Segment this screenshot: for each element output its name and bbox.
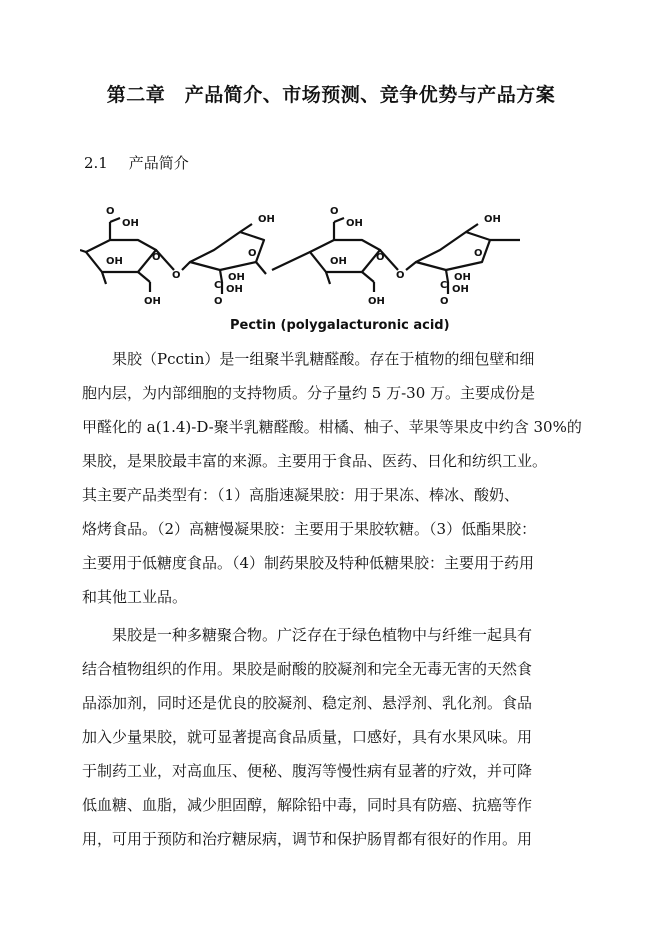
svg-text:OH: OH — [452, 284, 469, 295]
section-title: 产品简介 — [128, 154, 189, 172]
svg-text:OH: OH — [346, 218, 363, 229]
paragraph-line: 主要用于低糖度食品。（4）制药果胶及特种低糖果胶：主要用于药用 — [82, 554, 535, 572]
paragraph-line: 胞内层，为内部细胞的支持物质。分子量约 5 万-30 万。主要成份是 — [82, 384, 536, 402]
paragraph-line: 果胶（Pcctin）是一组聚半乳糖醛酸。存在于植物的细包壁和细 — [82, 350, 535, 368]
svg-text:O: O — [440, 296, 449, 307]
chapter-title: 第二章 产品简介、市场预测、竞争优势与产品方案 — [106, 84, 556, 106]
pectin-structure-figure — [80, 202, 520, 336]
section-heading — [84, 152, 189, 173]
paragraph-line: 用，可用于预防和治疗糖尿病，调节和保护肠胃都有很好的作用。用 — [82, 830, 533, 848]
paragraph-line: 其主要产品类型有：（1）高脂速凝果胶：用于果冻、棒冰、酸奶、 — [82, 486, 520, 504]
paragraph-line: 结合植物组织的作用。果胶是耐酸的胶凝剂和完全无毒无害的天然食 — [82, 660, 533, 678]
svg-text:OH: OH — [330, 256, 347, 267]
section-number: 2.1 — [84, 154, 108, 172]
pectin-structure-diagram — [80, 202, 520, 336]
svg-text:O: O — [396, 270, 405, 281]
paragraph-line: 果胶，是果胶最丰富的来源。主要用于食品、医药、日化和纺织工业。 — [82, 452, 548, 470]
svg-text:OH: OH — [122, 218, 139, 229]
paragraph-line: 和其他工业品。 — [82, 588, 188, 606]
svg-text:C: C — [440, 280, 448, 291]
figure-caption: Pectin (polygalacturonic acid) — [230, 318, 450, 333]
paragraph-uses — [82, 618, 622, 856]
paragraph-line: 烙烤食品。（2）高糖慢凝果胶：主要用于果胶软糖。（3）低酯果胶： — [82, 520, 537, 538]
svg-text:OH: OH — [228, 272, 245, 283]
svg-text:O: O — [376, 252, 385, 263]
svg-text:O: O — [248, 248, 257, 259]
svg-text:OH: OH — [368, 296, 385, 307]
svg-text:OH: OH — [106, 256, 123, 267]
svg-text:OH: OH — [484, 214, 501, 225]
paragraph-line: 加入少量果胶，就可显著提高食品质量，口感好，具有水果风味。用 — [82, 728, 533, 746]
svg-text:O: O — [474, 248, 483, 259]
svg-text:OH: OH — [258, 214, 275, 225]
paragraph-line: 低血糖、血脂，减少胆固醇，解除铅中毒，同时具有防癌、抗癌等作 — [82, 796, 533, 814]
svg-text:O: O — [214, 296, 223, 307]
svg-text:O: O — [330, 206, 339, 217]
paragraph-line: 品添加剂，同时还是优良的胶凝剂、稳定剂、悬浮剂、乳化剂。食品 — [82, 694, 533, 712]
svg-text:O: O — [172, 270, 181, 281]
svg-text:OH: OH — [226, 284, 243, 295]
svg-text:O: O — [152, 252, 161, 263]
svg-text:OH: OH — [144, 296, 161, 307]
svg-text:O: O — [106, 206, 115, 217]
svg-text:OH: OH — [454, 272, 471, 283]
svg-text:C: C — [214, 280, 222, 291]
paragraph-line: 于制药工业，对高血压、便秘、腹泻等慢性病有显著的疗效，并可降 — [82, 762, 533, 780]
paragraph-line: 果胶是一种多糖聚合物。广泛存在于绿色植物中与纤维一起具有 — [82, 626, 533, 644]
paragraph-line: 甲醛化的 a(1.4)-D-聚半乳糖醛酸。柑橘、柚子、苹果等果皮中约含 30%的 — [82, 418, 582, 436]
paragraph-intro — [82, 342, 622, 614]
